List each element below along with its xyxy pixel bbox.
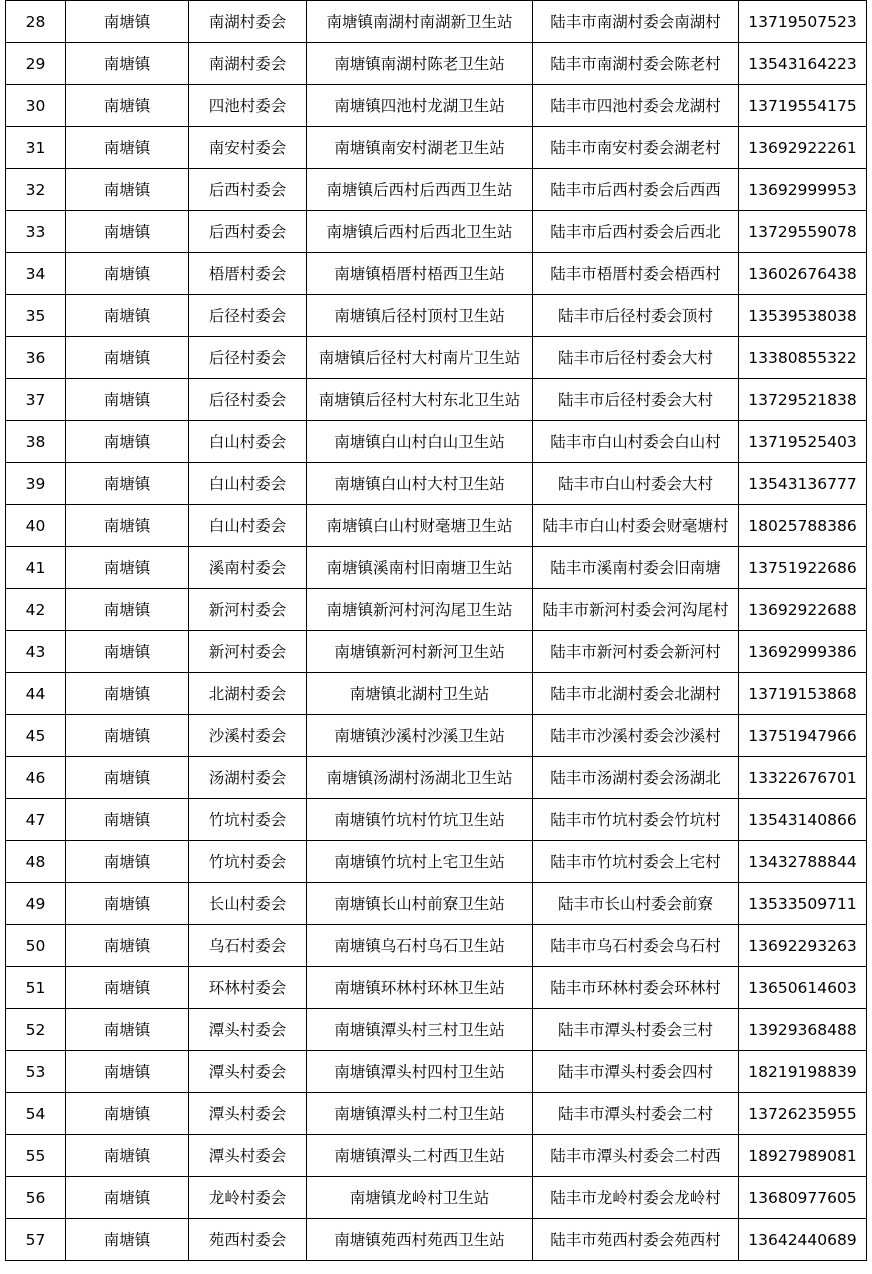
table-row <box>6 1177 867 1219</box>
row-number: 44 <box>6 673 66 715</box>
phone-cell: 13751947966 <box>739 715 867 757</box>
row-number: 48 <box>6 841 66 883</box>
village-committee-cell: 白山村委会 <box>189 421 307 463</box>
health-station-cell: 南塘镇南安村湖老卫生站 <box>307 127 533 169</box>
town-cell: 南塘镇 <box>66 211 189 253</box>
village-committee-cell: 汤湖村委会 <box>189 757 307 799</box>
town-cell: 南塘镇 <box>66 883 189 925</box>
phone-cell: 13680977605 <box>739 1177 867 1219</box>
address-cell: 陆丰市潭头村委会二村西 <box>533 1135 739 1177</box>
table-row <box>6 715 867 757</box>
table-row <box>6 421 867 463</box>
address-cell: 陆丰市白山村委会大村 <box>533 463 739 505</box>
village-committee-cell: 竹坑村委会 <box>189 841 307 883</box>
village-committee-cell: 环林村委会 <box>189 967 307 1009</box>
phone-cell: 13719507523 <box>739 1 867 43</box>
phone-cell: 13539538038 <box>739 295 867 337</box>
village-committee-cell: 后西村委会 <box>189 169 307 211</box>
row-number: 53 <box>6 1051 66 1093</box>
table-row <box>6 85 867 127</box>
health-station-cell: 南塘镇竹坑村竹坑卫生站 <box>307 799 533 841</box>
town-cell: 南塘镇 <box>66 715 189 757</box>
row-number: 40 <box>6 505 66 547</box>
health-station-cell: 南塘镇龙岭村卫生站 <box>307 1177 533 1219</box>
table-row <box>6 211 867 253</box>
table-row <box>6 127 867 169</box>
village-committee-cell: 潭头村委会 <box>189 1093 307 1135</box>
phone-cell: 13692922261 <box>739 127 867 169</box>
table-row <box>6 757 867 799</box>
address-cell: 陆丰市竹坑村委会上宅村 <box>533 841 739 883</box>
health-station-cell: 南塘镇环林村环林卫生站 <box>307 967 533 1009</box>
health-station-cell: 南塘镇竹坑村上宅卫生站 <box>307 841 533 883</box>
health-station-cell: 南塘镇梧厝村梧西卫生站 <box>307 253 533 295</box>
village-committee-cell: 竹坑村委会 <box>189 799 307 841</box>
health-station-cell: 南塘镇长山村前寮卫生站 <box>307 883 533 925</box>
health-station-cell: 南塘镇新河村新河卫生站 <box>307 631 533 673</box>
row-number: 32 <box>6 169 66 211</box>
address-cell: 陆丰市新河村委会新河村 <box>533 631 739 673</box>
clinic-table-body <box>6 1 867 1261</box>
row-number: 49 <box>6 883 66 925</box>
health-station-cell: 南塘镇后径村大村南片卫生站 <box>307 337 533 379</box>
row-number: 57 <box>6 1219 66 1261</box>
phone-cell: 13751922686 <box>739 547 867 589</box>
phone-cell: 13929368488 <box>739 1009 867 1051</box>
address-cell: 陆丰市后径村委会顶村 <box>533 295 739 337</box>
village-committee-cell: 后径村委会 <box>189 295 307 337</box>
health-station-cell: 南塘镇潭头村三村卫生站 <box>307 1009 533 1051</box>
village-committee-cell: 梧厝村委会 <box>189 253 307 295</box>
village-committee-cell: 潭头村委会 <box>189 1051 307 1093</box>
clinic-table <box>5 0 867 1261</box>
row-number: 36 <box>6 337 66 379</box>
row-number: 42 <box>6 589 66 631</box>
health-station-cell: 南塘镇乌石村乌石卫生站 <box>307 925 533 967</box>
address-cell: 陆丰市溪南村委会旧南塘 <box>533 547 739 589</box>
town-cell: 南塘镇 <box>66 253 189 295</box>
village-committee-cell: 新河村委会 <box>189 589 307 631</box>
address-cell: 陆丰市后西村委会后西北 <box>533 211 739 253</box>
table-row <box>6 169 867 211</box>
row-number: 43 <box>6 631 66 673</box>
table-row <box>6 673 867 715</box>
town-cell: 南塘镇 <box>66 967 189 1009</box>
town-cell: 南塘镇 <box>66 295 189 337</box>
health-station-cell: 南塘镇后径村顶村卫生站 <box>307 295 533 337</box>
health-station-cell: 南塘镇南湖村陈老卫生站 <box>307 43 533 85</box>
table-row <box>6 379 867 421</box>
row-number: 55 <box>6 1135 66 1177</box>
address-cell: 陆丰市南湖村委会南湖村 <box>533 1 739 43</box>
town-cell: 南塘镇 <box>66 1051 189 1093</box>
town-cell: 南塘镇 <box>66 85 189 127</box>
table-row <box>6 1135 867 1177</box>
phone-cell: 13642440689 <box>739 1219 867 1261</box>
town-cell: 南塘镇 <box>66 799 189 841</box>
town-cell: 南塘镇 <box>66 1219 189 1261</box>
village-committee-cell: 白山村委会 <box>189 505 307 547</box>
town-cell: 南塘镇 <box>66 841 189 883</box>
health-station-cell: 南塘镇苑西村苑西卫生站 <box>307 1219 533 1261</box>
address-cell: 陆丰市南湖村委会陈老村 <box>533 43 739 85</box>
table-row <box>6 295 867 337</box>
table-row <box>6 337 867 379</box>
phone-cell: 13729521838 <box>739 379 867 421</box>
table-row <box>6 1051 867 1093</box>
phone-cell: 13692999953 <box>739 169 867 211</box>
phone-cell: 18219198839 <box>739 1051 867 1093</box>
health-station-cell: 南塘镇汤湖村汤湖北卫生站 <box>307 757 533 799</box>
address-cell: 陆丰市白山村委会财毫塘村 <box>533 505 739 547</box>
address-cell: 陆丰市竹坑村委会竹坑村 <box>533 799 739 841</box>
row-number: 39 <box>6 463 66 505</box>
address-cell: 陆丰市环林村委会环林村 <box>533 967 739 1009</box>
table-row <box>6 1009 867 1051</box>
row-number: 33 <box>6 211 66 253</box>
town-cell: 南塘镇 <box>66 757 189 799</box>
row-number: 47 <box>6 799 66 841</box>
village-committee-cell: 南湖村委会 <box>189 1 307 43</box>
address-cell: 陆丰市潭头村委会二村 <box>533 1093 739 1135</box>
phone-cell: 13650614603 <box>739 967 867 1009</box>
row-number: 29 <box>6 43 66 85</box>
health-station-cell: 南塘镇白山村白山卫生站 <box>307 421 533 463</box>
address-cell: 陆丰市后西村委会后西西 <box>533 169 739 211</box>
table-row <box>6 631 867 673</box>
table-row <box>6 463 867 505</box>
address-cell: 陆丰市龙岭村委会龙岭村 <box>533 1177 739 1219</box>
table-row <box>6 547 867 589</box>
health-station-cell: 南塘镇潭头村四村卫生站 <box>307 1051 533 1093</box>
village-committee-cell: 南湖村委会 <box>189 43 307 85</box>
health-station-cell: 南塘镇溪南村旧南塘卫生站 <box>307 547 533 589</box>
town-cell: 南塘镇 <box>66 631 189 673</box>
town-cell: 南塘镇 <box>66 337 189 379</box>
phone-cell: 13719525403 <box>739 421 867 463</box>
village-committee-cell: 苑西村委会 <box>189 1219 307 1261</box>
phone-cell: 13432788844 <box>739 841 867 883</box>
row-number: 28 <box>6 1 66 43</box>
row-number: 30 <box>6 85 66 127</box>
village-committee-cell: 白山村委会 <box>189 463 307 505</box>
phone-cell: 13533509711 <box>739 883 867 925</box>
town-cell: 南塘镇 <box>66 169 189 211</box>
village-committee-cell: 后径村委会 <box>189 337 307 379</box>
row-number: 46 <box>6 757 66 799</box>
row-number: 34 <box>6 253 66 295</box>
health-station-cell: 南塘镇潭头村二村卫生站 <box>307 1093 533 1135</box>
row-number: 51 <box>6 967 66 1009</box>
village-committee-cell: 潭头村委会 <box>189 1135 307 1177</box>
address-cell: 陆丰市苑西村委会苑西村 <box>533 1219 739 1261</box>
village-committee-cell: 乌石村委会 <box>189 925 307 967</box>
village-committee-cell: 北湖村委会 <box>189 673 307 715</box>
address-cell: 陆丰市长山村委会前寮 <box>533 883 739 925</box>
table-row <box>6 505 867 547</box>
phone-cell: 13692999386 <box>739 631 867 673</box>
town-cell: 南塘镇 <box>66 673 189 715</box>
table-row <box>6 1 867 43</box>
row-number: 50 <box>6 925 66 967</box>
village-committee-cell: 后西村委会 <box>189 211 307 253</box>
village-committee-cell: 龙岭村委会 <box>189 1177 307 1219</box>
town-cell: 南塘镇 <box>66 421 189 463</box>
town-cell: 南塘镇 <box>66 127 189 169</box>
row-number: 38 <box>6 421 66 463</box>
address-cell: 陆丰市乌石村委会乌石村 <box>533 925 739 967</box>
address-cell: 陆丰市四池村委会龙湖村 <box>533 85 739 127</box>
address-cell: 陆丰市潭头村委会三村 <box>533 1009 739 1051</box>
row-number: 37 <box>6 379 66 421</box>
town-cell: 南塘镇 <box>66 1135 189 1177</box>
phone-cell: 13543164223 <box>739 43 867 85</box>
row-number: 52 <box>6 1009 66 1051</box>
row-number: 31 <box>6 127 66 169</box>
table-row <box>6 1219 867 1261</box>
table-row <box>6 253 867 295</box>
village-committee-cell: 南安村委会 <box>189 127 307 169</box>
address-cell: 陆丰市后径村委会大村 <box>533 337 739 379</box>
health-station-cell: 南塘镇白山村大村卫生站 <box>307 463 533 505</box>
table-row <box>6 43 867 85</box>
address-cell: 陆丰市沙溪村委会沙溪村 <box>533 715 739 757</box>
row-number: 54 <box>6 1093 66 1135</box>
phone-cell: 18025788386 <box>739 505 867 547</box>
town-cell: 南塘镇 <box>66 463 189 505</box>
row-number: 45 <box>6 715 66 757</box>
phone-cell: 13719554175 <box>739 85 867 127</box>
phone-cell: 13543140866 <box>739 799 867 841</box>
row-number: 56 <box>6 1177 66 1219</box>
town-cell: 南塘镇 <box>66 379 189 421</box>
town-cell: 南塘镇 <box>66 925 189 967</box>
health-station-cell: 南塘镇四池村龙湖卫生站 <box>307 85 533 127</box>
phone-cell: 13602676438 <box>739 253 867 295</box>
phone-cell: 13729559078 <box>739 211 867 253</box>
village-committee-cell: 长山村委会 <box>189 883 307 925</box>
health-station-cell: 南塘镇后西村后西北卫生站 <box>307 211 533 253</box>
table-row <box>6 799 867 841</box>
health-station-cell: 南塘镇新河村河沟尾卫生站 <box>307 589 533 631</box>
phone-cell: 13322676701 <box>739 757 867 799</box>
village-committee-cell: 新河村委会 <box>189 631 307 673</box>
phone-cell: 13719153868 <box>739 673 867 715</box>
town-cell: 南塘镇 <box>66 547 189 589</box>
row-number: 35 <box>6 295 66 337</box>
village-committee-cell: 四池村委会 <box>189 85 307 127</box>
table-row <box>6 589 867 631</box>
row-number: 41 <box>6 547 66 589</box>
address-cell: 陆丰市南安村委会湖老村 <box>533 127 739 169</box>
address-cell: 陆丰市梧厝村委会梧西村 <box>533 253 739 295</box>
address-cell: 陆丰市后径村委会大村 <box>533 379 739 421</box>
health-station-cell: 南塘镇北湖村卫生站 <box>307 673 533 715</box>
phone-cell: 13380855322 <box>739 337 867 379</box>
table-row <box>6 841 867 883</box>
health-station-cell: 南塘镇后西村后西西卫生站 <box>307 169 533 211</box>
table-row <box>6 925 867 967</box>
town-cell: 南塘镇 <box>66 589 189 631</box>
village-committee-cell: 潭头村委会 <box>189 1009 307 1051</box>
phone-cell: 13692293263 <box>739 925 867 967</box>
health-station-cell: 南塘镇南湖村南湖新卫生站 <box>307 1 533 43</box>
table-row <box>6 883 867 925</box>
address-cell: 陆丰市白山村委会白山村 <box>533 421 739 463</box>
village-committee-cell: 沙溪村委会 <box>189 715 307 757</box>
town-cell: 南塘镇 <box>66 1 189 43</box>
phone-cell: 13692922688 <box>739 589 867 631</box>
phone-cell: 18927989081 <box>739 1135 867 1177</box>
health-station-cell: 南塘镇白山村财毫塘卫生站 <box>307 505 533 547</box>
phone-cell: 13543136777 <box>739 463 867 505</box>
health-station-cell: 南塘镇沙溪村沙溪卫生站 <box>307 715 533 757</box>
village-committee-cell: 溪南村委会 <box>189 547 307 589</box>
town-cell: 南塘镇 <box>66 43 189 85</box>
address-cell: 陆丰市汤湖村委会汤湖北 <box>533 757 739 799</box>
health-station-cell: 南塘镇潭头二村西卫生站 <box>307 1135 533 1177</box>
town-cell: 南塘镇 <box>66 1093 189 1135</box>
address-cell: 陆丰市潭头村委会四村 <box>533 1051 739 1093</box>
address-cell: 陆丰市北湖村委会北湖村 <box>533 673 739 715</box>
table-row <box>6 1093 867 1135</box>
phone-cell: 13726235955 <box>739 1093 867 1135</box>
village-committee-cell: 后径村委会 <box>189 379 307 421</box>
address-cell: 陆丰市新河村委会河沟尾村 <box>533 589 739 631</box>
table-row <box>6 967 867 1009</box>
health-station-cell: 南塘镇后径村大村东北卫生站 <box>307 379 533 421</box>
town-cell: 南塘镇 <box>66 1009 189 1051</box>
town-cell: 南塘镇 <box>66 1177 189 1219</box>
town-cell: 南塘镇 <box>66 505 189 547</box>
